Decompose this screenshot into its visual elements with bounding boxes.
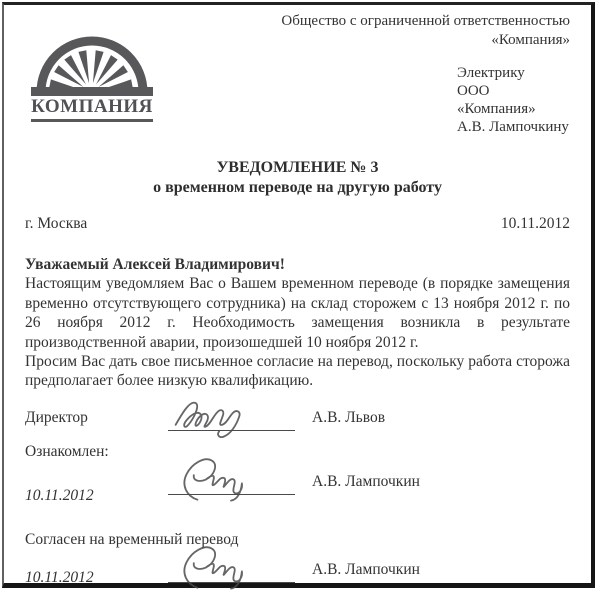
addressee-company: ООО «Компания» [457, 82, 536, 117]
addressee-position: Электрику [457, 64, 525, 81]
city-label: г. Москва [25, 215, 88, 233]
addressee-name: А.В. Лампочкину [457, 118, 569, 135]
place-date-row [25, 215, 570, 233]
document-content [4, 12, 591, 590]
body-paragraph-2: Просим Вас дать свое письменное согласие на перевод, поскольку работа сторожа предполагает более низкую квалификацию. [25, 352, 570, 390]
logo-text: КОМПАНИЯ [31, 97, 153, 122]
director-signature-scribble [172, 387, 290, 439]
consent-date: 10.11.2012 [25, 568, 94, 586]
consent-name: А.В. Лампочкин [312, 560, 420, 578]
body-paragraph-1: Настоящим уведомляем Вас о Вашем временном переводе (в порядке замещения временно отсутствующего сотрудника) на склад сторожем с 13 ноября 2012 г. по 26 ноября 2012 г. Необходимость замещения возникла в результате производственной аварии, произошедшей 10 ноября 2012 г. [25, 275, 570, 351]
acknowledged-signature-line [168, 465, 295, 495]
consent-signature-row [25, 553, 570, 586]
acknowledged-name: А.В. Лампочкин [312, 472, 420, 490]
acknowledged-date: 10.11.2012 [25, 486, 94, 504]
director-signature-row [25, 401, 570, 431]
director-name: А.В. Львов [312, 408, 386, 426]
salutation: Уважаемый Алексей Владимирович! [25, 256, 285, 274]
acknowledged-signature-row [25, 465, 570, 504]
document-date: 10.11.2012 [500, 215, 570, 233]
title-line1: УВЕДОМЛЕНИЕ № 3 [216, 158, 379, 176]
addressee-block [457, 64, 570, 136]
acknowledged-label: Ознакомлен: [25, 442, 109, 460]
org-name-line1: Общество с ограниченной ответственностью [281, 13, 570, 29]
document-title [25, 158, 570, 200]
consent-signature-line [168, 553, 295, 583]
director-label: Директор [25, 408, 88, 426]
company-logo [31, 36, 153, 122]
director-signature-line [168, 401, 295, 431]
fan-arch-logo-icon [31, 36, 153, 96]
document-frame [2, 2, 595, 588]
consent-label: Согласен на временный перевод [25, 530, 239, 548]
body-text [25, 255, 570, 391]
title-line2: о временном переводе на другую работу [153, 179, 442, 197]
org-name-line2: «Компания» [491, 31, 570, 48]
